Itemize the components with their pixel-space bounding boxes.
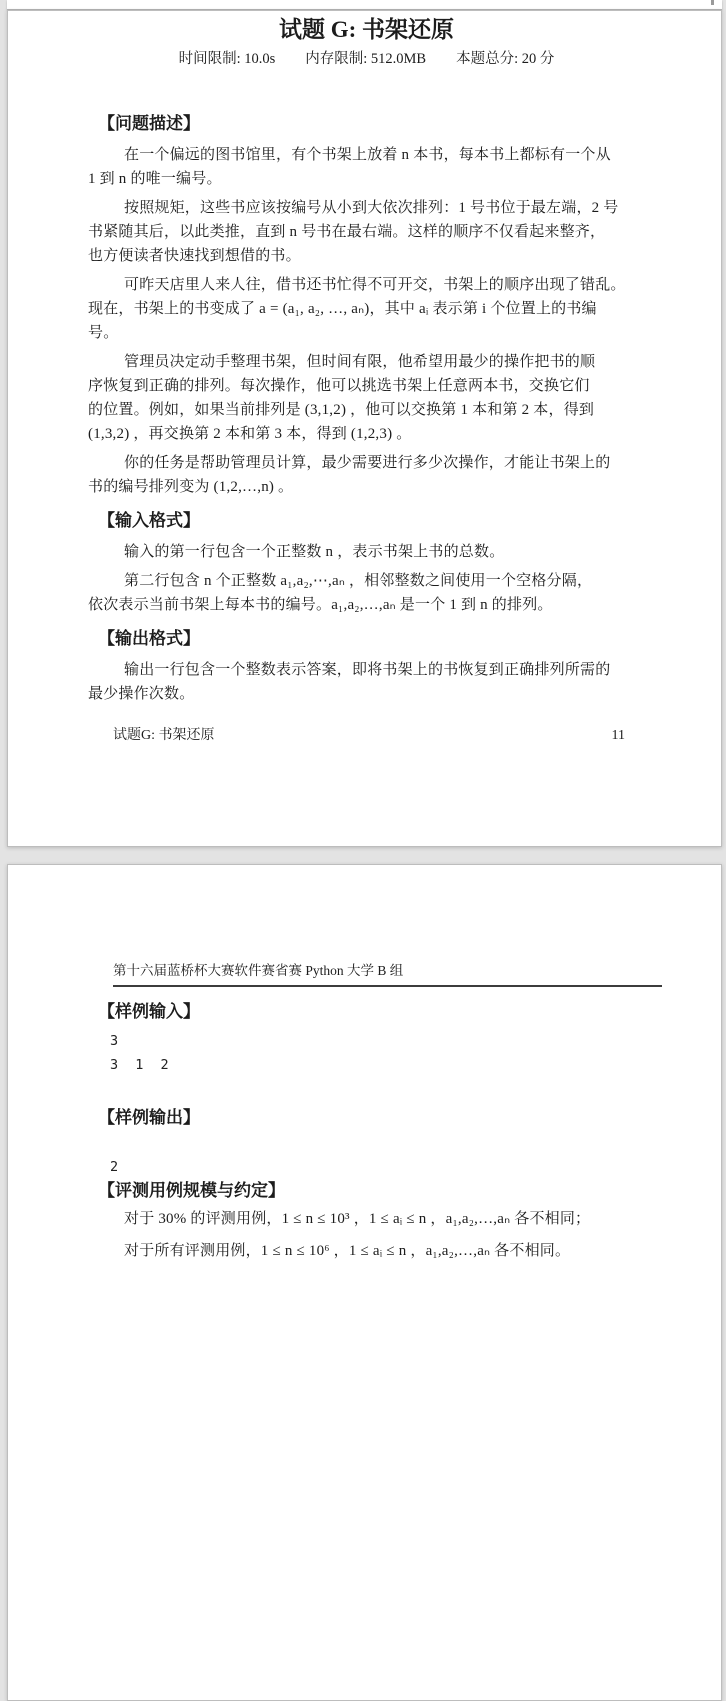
section-heading-constraints: 【评测用例规模与约定】 bbox=[98, 1181, 285, 1200]
section-heading-description: 【问题描述】 bbox=[98, 114, 200, 133]
body-line: 依次表示当前书架上每本书的编号。a₁,a₂,…,aₙ 是一个 1 到 n 的排列。 bbox=[88, 597, 553, 613]
body-line: 书紧随其后，以此类推，直到 n 号书在最右端。这样的顺序不仅看起来整齐， bbox=[88, 224, 606, 240]
body-line: 书的编号排列变为 (1,2,…,n) 。 bbox=[88, 479, 294, 495]
section-heading-constraints-wrap bbox=[88, 1181, 681, 1200]
body-line: 现在，书架上的书变成了 a = (a₁, a₂, …, aₙ)，其中 aᵢ 表示第 i 个位置上的书编 bbox=[88, 301, 597, 317]
body-line: 在一个偏远的图书馆里，有个书架上放着 n 本书，每本书上都标有一个从 bbox=[124, 147, 611, 163]
sample-output-block bbox=[88, 1155, 681, 1179]
body-line: 序恢复到正确的排列。每次操作，他可以挑选书架上任意两本书，交换它们 bbox=[88, 378, 590, 394]
output-format-paragraphs bbox=[88, 658, 645, 706]
header-rule bbox=[113, 985, 662, 987]
problem-meta bbox=[88, 51, 645, 68]
memory-limit: 内存限制: 512.0MB bbox=[305, 51, 427, 67]
body-line: 按照规矩，这些书应该按编号从小到大依次排列：1 号书位于最左端，2 号 bbox=[124, 200, 619, 216]
pdf-page-11 bbox=[7, 10, 722, 847]
sample-input-block bbox=[88, 1029, 681, 1077]
sample-output-line: 2 bbox=[110, 1159, 119, 1175]
sample-input-line: 3 1 2 bbox=[110, 1057, 169, 1073]
constraints-block bbox=[88, 1207, 681, 1263]
body-line: 1 到 n 的唯一编号。 bbox=[88, 171, 222, 187]
page-footer bbox=[113, 727, 625, 744]
time-limit: 时间限制: 10.0s bbox=[178, 51, 276, 67]
section-heading-input-format: 【输入格式】 bbox=[98, 511, 200, 530]
body-line: 输出一行包含一个整数表示答案，即将书架上的书恢复到正确排列所需的 bbox=[124, 662, 611, 678]
total-score: 本题总分: 20 分 bbox=[456, 51, 555, 67]
input-format-paragraphs bbox=[88, 540, 645, 617]
constraint-line: 对于所有评测用例，1 ≤ n ≤ 10⁶ ，1 ≤ aᵢ ≤ n ，a₁,a₂,…,aₙ 各不相同。 bbox=[124, 1243, 571, 1259]
running-header: 第十六届蓝桥杯大赛软件赛省赛 Python 大学 B 组 bbox=[113, 963, 404, 978]
section-heading-output-format: 【输出格式】 bbox=[98, 629, 200, 648]
body-line: 输入的第一行包含一个正整数 n ，表示书架上书的总数。 bbox=[124, 544, 505, 560]
body-line: 的位置。例如，如果当前排列是 (3,1,2) ，他可以交换第 1 本和第 2 本，得到 bbox=[88, 402, 595, 418]
body-line: 第二行包含 n 个正整数 a₁,a₂,⋯,aₙ ，相邻整数之间使用一个空格分隔， bbox=[124, 573, 593, 589]
body-line: 最少操作次数。 bbox=[88, 686, 195, 702]
scrollbar-thumb[interactable] bbox=[711, 0, 714, 5]
section-heading-sample-input: 【样例输入】 bbox=[98, 1002, 200, 1021]
footer-page-number: 11 bbox=[611, 728, 625, 743]
problem-title: 试题 G: 书架还原 bbox=[278, 17, 455, 42]
body-line: (1,3,2) ，再交换第 2 本和第 3 本，得到 (1,2,3) 。 bbox=[88, 426, 412, 442]
sample-input-line: 3 bbox=[110, 1033, 119, 1049]
body-line: 也方便读者快速找到想借的书。 bbox=[88, 248, 301, 264]
body-line: 你的任务是帮助管理员计算，最少需要进行多少次操作，才能让书架上的 bbox=[124, 455, 611, 471]
body-line: 可昨天店里人来人往，借书还书忙得不可开交，书架上的顺序出现了错乱。 bbox=[124, 277, 626, 293]
section-heading-sample-input-wrap bbox=[88, 1002, 681, 1021]
previous-page-bottom-edge bbox=[7, 0, 722, 10]
pdf-page-12 bbox=[7, 864, 722, 1701]
section-heading-sample-output: 【样例输出】 bbox=[98, 1108, 200, 1127]
constraint-line: 对于 30% 的评测用例，1 ≤ n ≤ 10³ ，1 ≤ aᵢ ≤ n ，a₁,a₂,…,aₙ 各不相同； bbox=[124, 1211, 591, 1227]
footer-problem-name: 试题G: 书架还原 bbox=[113, 728, 215, 743]
body-line: 号。 bbox=[88, 325, 119, 341]
section-heading-sample-output-wrap bbox=[88, 1108, 681, 1127]
body-line: 管理员决定动手整理书架，但时间有限，他希望用最少的操作把书的顺 bbox=[124, 354, 596, 370]
description-paragraphs bbox=[88, 143, 645, 499]
